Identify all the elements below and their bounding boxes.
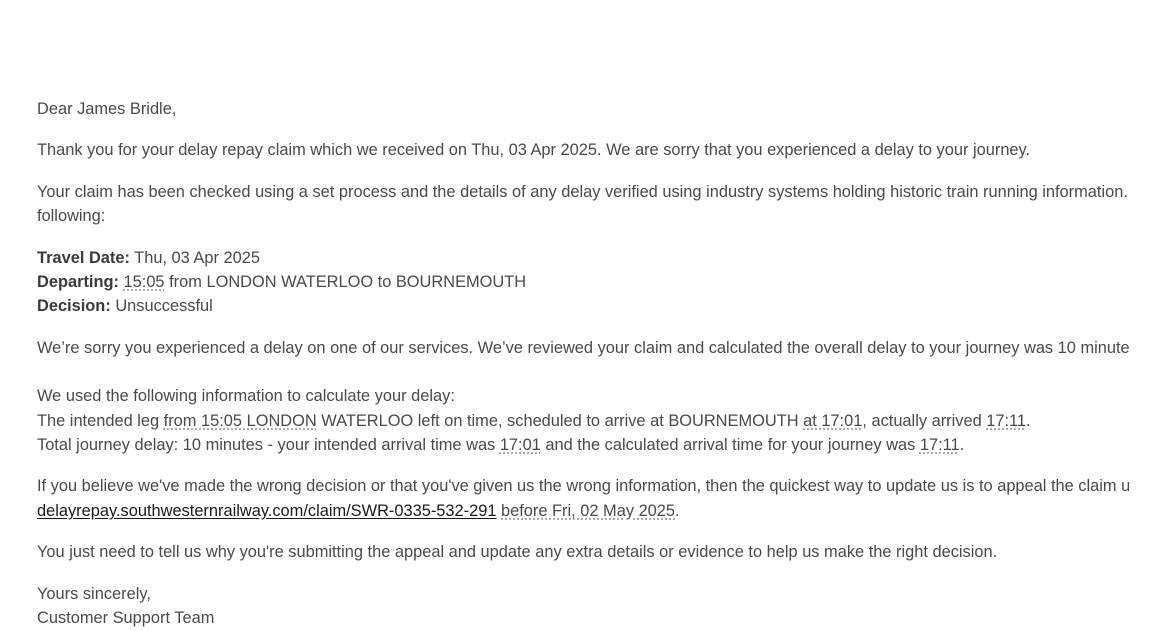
verification-line-2: following: (37, 207, 106, 226)
departing-route: from LONDON WATERLOO to BOURNEMOUTH (164, 273, 527, 292)
departing-label: Departing: (37, 273, 119, 292)
verification-line-1: Your claim has been checked using a set process and the details of any delay verified using industry systems holding historic train running information. (37, 182, 1128, 201)
appeal-claim-link[interactable]: delayrepay.southwesternrailway.com/claim/SWR-0335-532-291 (37, 501, 497, 520)
leg-end: . (1026, 411, 1031, 430)
intro-paragraph: Thank you for your delay repay claim which we received on Thu, 03 Apr 2025. We are sorry that you experienced a delay to your journey. (37, 141, 1031, 160)
total-delay-line (37, 433, 1170, 457)
greeting: Dear James Bridle, (37, 100, 177, 118)
travel-date-value: Thu, 03 Apr 2025 (129, 248, 260, 267)
leg-actual-prefix: , actually arrived (862, 411, 987, 430)
sorry-paragraph: We’re sorry you experienced a delay on one of our services. We’ve reviewed your claim and calculated the overall delay to your journey was 10 minute (37, 338, 1130, 357)
total-prefix: Total journey delay: 10 minutes - your intended arrival time was (37, 436, 500, 455)
appeal-paragraph (37, 474, 1170, 523)
departing-time: 15:05 (123, 273, 165, 292)
total-mid: and the calculated arrival time for your journey was (540, 436, 920, 455)
intended-leg-line (37, 409, 1170, 433)
signature (37, 582, 1170, 631)
intended-arrival-time: 17:01 (499, 436, 541, 455)
team-name: Customer Support Team (37, 609, 215, 628)
appeal-deadline: before Fri, 02 May 2025 (501, 501, 676, 520)
appeal-end: . (675, 501, 680, 520)
decision-row (37, 294, 1170, 318)
departing-row (37, 270, 1170, 294)
delay-calculation (37, 384, 1170, 457)
leg-scheduled-arrival: at 17:01 (803, 411, 863, 430)
leg-departure: from 15:05 LONDON (163, 411, 317, 430)
appeal-line-2 (37, 499, 1170, 523)
verification-paragraph (37, 180, 1170, 229)
calculation-heading: We used the following information to calculate your delay: (37, 387, 455, 406)
appeal-line-1: If you believe we've made the wrong decision or that you've given us the wrong information, then the quickest way to update us is to appeal the claim u (37, 477, 1131, 496)
calculated-arrival-time: 17:11 (919, 436, 960, 455)
leg-actual-arrival: 17:11 (986, 411, 1027, 430)
decision-value: Unsuccessful (110, 297, 213, 316)
leg-prefix: The intended leg (37, 411, 164, 430)
travel-date-label: Travel Date: (37, 248, 130, 267)
travel-date-row (37, 246, 1170, 270)
claim-details (37, 246, 1170, 319)
signoff: Yours sincerely, (37, 584, 151, 603)
decision-label: Decision: (37, 297, 111, 316)
email-body (37, 97, 1170, 631)
instructions-paragraph: You just need to tell us why you're submitting the appeal and update any extra details or evidence to help us make the right decision. (37, 543, 998, 562)
total-end: . (959, 436, 965, 455)
leg-mid: WATERLOO left on time, scheduled to arrive at BOURNEMOUTH (316, 411, 804, 430)
